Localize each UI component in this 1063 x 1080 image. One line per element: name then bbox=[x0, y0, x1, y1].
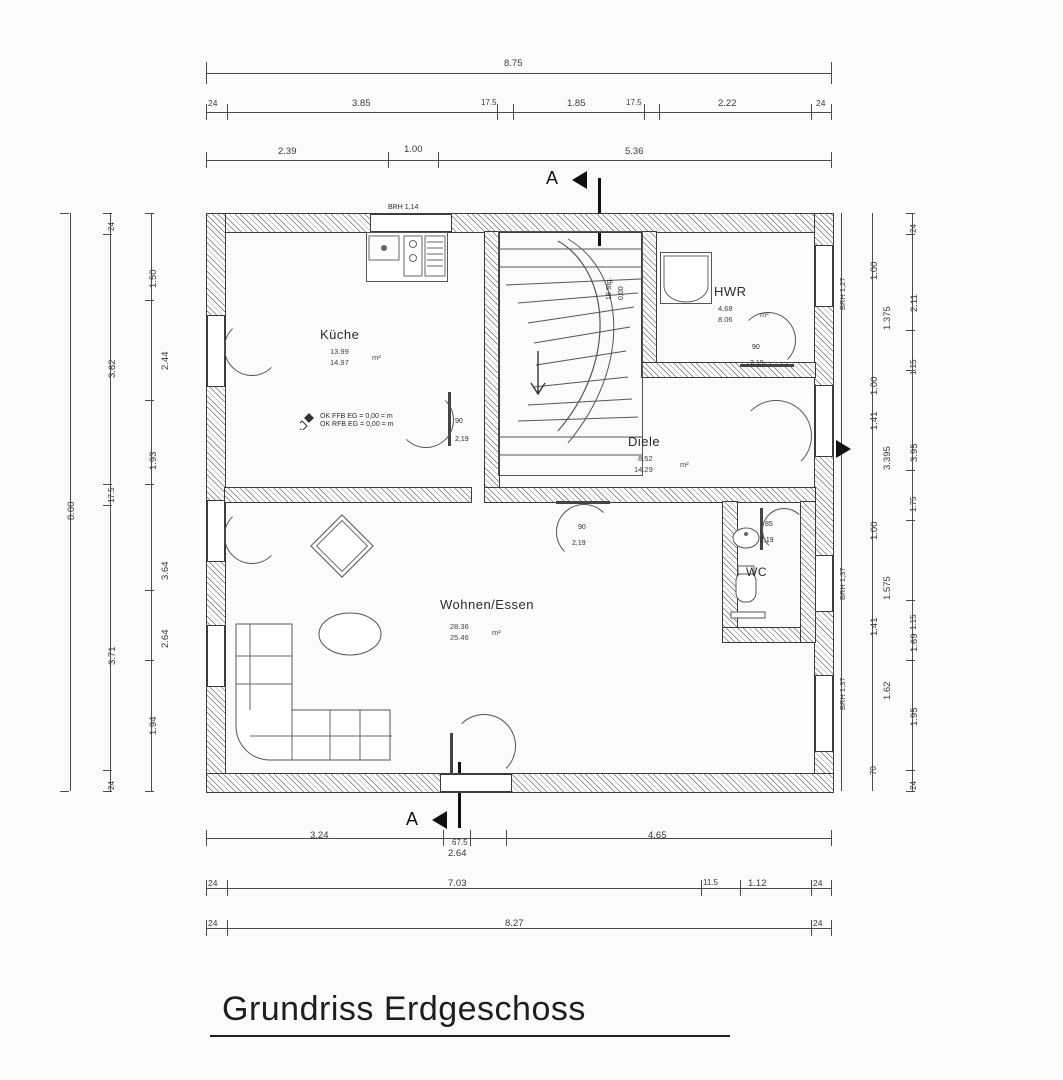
dim-bottom1-2: 2.64 bbox=[448, 848, 467, 859]
dim-tick bbox=[145, 791, 154, 792]
room-area-wohnen-2: 25.46 bbox=[450, 633, 469, 642]
staircase bbox=[498, 231, 643, 476]
dim-top2-3: 1.85 bbox=[567, 98, 586, 109]
kitchen-counter bbox=[366, 232, 448, 282]
window-top-kitchen bbox=[370, 214, 452, 232]
dim-tick bbox=[906, 470, 915, 471]
room-area-hwr-2: 8.06 bbox=[718, 315, 733, 324]
dim-top2-0: 24 bbox=[208, 98, 218, 108]
room-area-diele-2: 14.29 bbox=[634, 465, 653, 474]
dim-tick bbox=[906, 791, 915, 792]
dim-left-mid-0: 24 bbox=[107, 222, 116, 231]
dim-tick bbox=[906, 213, 915, 214]
dim-tick bbox=[145, 400, 154, 401]
window-right-diele bbox=[815, 385, 833, 457]
room-area-wohnen-1: 28.36 bbox=[450, 622, 469, 631]
exterior-wall-bottom bbox=[206, 773, 834, 793]
dim-tick bbox=[103, 791, 112, 792]
dim-tick bbox=[831, 830, 832, 846]
brh-right-2: BRH 1,37 bbox=[838, 567, 847, 600]
dim-tick bbox=[206, 104, 207, 120]
dim-right-mid-7: 1.41 bbox=[869, 617, 880, 636]
dim-top2-4: 17.5 bbox=[626, 98, 642, 107]
dim-line-top-overall bbox=[206, 73, 832, 74]
section-label-a-bottom: A bbox=[406, 809, 419, 829]
dim-tick bbox=[206, 830, 207, 846]
dim-tick bbox=[145, 484, 154, 485]
dim-bottom3-1: 8.27 bbox=[505, 918, 524, 929]
door-arc-diele-right bbox=[740, 400, 812, 472]
level-marker-icon bbox=[300, 412, 318, 430]
dim-tick bbox=[60, 213, 69, 214]
interior-wall-diele-living bbox=[484, 487, 816, 503]
door-wc-height: 2,19 bbox=[760, 537, 774, 544]
dim-tick bbox=[60, 791, 69, 792]
dim-right-outer-3: 3.95 bbox=[909, 443, 920, 462]
dim-right-outer-4: 1.75 bbox=[909, 496, 918, 512]
dim-left-mid-4: 24 bbox=[107, 781, 116, 790]
dim-right-mid-4: 3.395 bbox=[882, 446, 893, 470]
hwr-appliance bbox=[660, 252, 712, 304]
dim-tick bbox=[227, 920, 228, 936]
room-area-kueche-2: 14.97 bbox=[330, 358, 349, 367]
sofa bbox=[230, 618, 396, 766]
door-kitchen-width: 90 bbox=[455, 418, 463, 425]
door-arc-kitchen-left bbox=[224, 320, 280, 376]
dim-bottom3-2: 24 bbox=[813, 918, 823, 928]
dim-tick bbox=[831, 152, 832, 168]
dim-bottom1-3: 4.65 bbox=[648, 830, 667, 841]
dim-tick bbox=[906, 770, 915, 771]
brh-right-1: BRH 1,27 bbox=[838, 277, 847, 310]
dim-tick bbox=[145, 660, 154, 661]
dim-left-inner-5: 1.94 bbox=[148, 716, 159, 735]
dim-bottom2-2: 11.5 bbox=[703, 878, 718, 887]
door-arc-kitchen bbox=[398, 392, 454, 448]
dim-tick bbox=[103, 234, 112, 235]
dim-tick bbox=[103, 484, 112, 485]
dim-right-outer-7: 1.95 bbox=[909, 707, 920, 726]
dim-right-mid-5: 1.00 bbox=[869, 521, 880, 540]
interior-wall-hwr-left bbox=[641, 231, 657, 378]
dim-line-right-2 bbox=[872, 213, 873, 791]
dim-tick bbox=[831, 62, 832, 84]
section-arrow-top bbox=[572, 171, 587, 189]
dim-right-mid-0: 1.00 bbox=[869, 261, 880, 280]
dim-tick bbox=[831, 880, 832, 896]
title-underline bbox=[210, 1035, 730, 1037]
room-label-kueche: Küche bbox=[320, 327, 360, 342]
dim-left-mid-2: 17.5 bbox=[107, 487, 116, 503]
dim-tick bbox=[701, 880, 702, 896]
dim-bottom2-0: 24 bbox=[208, 878, 218, 888]
dim-right-mid-9: 70 bbox=[869, 766, 878, 775]
dim-right-outer-5: 1.69 bbox=[909, 633, 920, 652]
exterior-wall-top bbox=[206, 213, 834, 233]
dim-tick bbox=[906, 660, 915, 661]
dim-right-outer-8: 24 bbox=[909, 781, 918, 790]
dim-left-inner-2: 1.93 bbox=[148, 451, 159, 470]
dim-left-inner-4: 2.64 bbox=[160, 629, 171, 648]
dim-left-inner-3: 3.64 bbox=[160, 561, 171, 580]
dim-tick bbox=[470, 830, 471, 846]
dim-tick bbox=[206, 152, 207, 168]
dim-tick bbox=[906, 330, 915, 331]
room-label-hwr: HWR bbox=[714, 284, 747, 299]
dim-top2-6: 24 bbox=[816, 98, 826, 108]
door-hwr-width: 90 bbox=[752, 344, 760, 351]
dim-right-mid-2: 1.00 bbox=[869, 376, 880, 395]
dim-left-mid-1: 3.62 bbox=[107, 359, 118, 378]
room-area-diele-1: 8.52 bbox=[638, 454, 653, 463]
dim-tick bbox=[831, 920, 832, 936]
dim-left-8-00: 8.00 bbox=[66, 501, 77, 520]
dim-right-mid-8: 1.62 bbox=[882, 681, 893, 700]
dim-tick bbox=[906, 234, 915, 235]
door-arc-living bbox=[556, 504, 612, 560]
dim-tick bbox=[811, 104, 812, 120]
dim-tick bbox=[906, 600, 915, 601]
dim-right-outer-1: 2.11 bbox=[909, 294, 920, 312]
dim-right-mid-6: 1.575 bbox=[882, 576, 893, 600]
dim-top2-5: 2.22 bbox=[718, 98, 737, 109]
dim-top-8-75: 8.75 bbox=[504, 58, 523, 69]
door-arc-entrance bbox=[452, 714, 516, 778]
level-note-1: OK FFB EG = 0,00 = m bbox=[320, 413, 393, 420]
dim-right-outer-0: 24 bbox=[909, 224, 918, 233]
door-hwr-height: 2,19 bbox=[750, 360, 764, 367]
section-line-bottom bbox=[458, 762, 461, 828]
room-area-kueche-1: 13.99 bbox=[330, 347, 349, 356]
window-left-living-2 bbox=[207, 625, 225, 687]
stair-rise-label: 0,00 bbox=[618, 286, 625, 300]
dim-top2-2: 17.5 bbox=[481, 98, 497, 107]
door-arc-living-left bbox=[224, 508, 280, 564]
dim-right-mid-1: 1.375 bbox=[882, 306, 893, 330]
dim-left-inner-1: 2.44 bbox=[160, 351, 171, 370]
dim-tick bbox=[145, 300, 154, 301]
dim-top2-1: 3.85 bbox=[352, 98, 371, 109]
dim-bottom2-4: 24 bbox=[813, 878, 823, 888]
dim-tick bbox=[513, 104, 514, 120]
dim-tick bbox=[227, 880, 228, 896]
dim-line-bottom-1 bbox=[206, 838, 832, 839]
dim-tick bbox=[206, 62, 207, 84]
dim-tick bbox=[906, 520, 915, 521]
window-right-wc bbox=[815, 555, 833, 612]
door-living-width: 90 bbox=[578, 524, 586, 531]
dim-bottom2-1: 7.03 bbox=[448, 878, 467, 889]
section-arrow-right bbox=[836, 440, 851, 458]
stair-step-count: 18 Stg. bbox=[606, 277, 613, 300]
window-left-kitchen bbox=[207, 315, 225, 387]
brh-top-label: BRH 1,14 bbox=[388, 204, 419, 211]
dim-top3-1: 1.00 bbox=[404, 144, 423, 155]
section-label-a-top: A bbox=[546, 168, 559, 188]
dim-bottom1-1: 67.5 bbox=[452, 838, 468, 847]
window-right-living bbox=[815, 675, 833, 752]
interior-wall-kitchen-living bbox=[224, 487, 472, 503]
armchair bbox=[308, 512, 376, 580]
dim-line-bottom-2 bbox=[206, 888, 832, 889]
room-unit-kueche: m² bbox=[372, 353, 381, 362]
room-unit-wohnen: m² bbox=[492, 628, 501, 637]
window-right-hwr bbox=[815, 245, 833, 307]
dim-tick bbox=[145, 213, 154, 214]
dim-tick bbox=[388, 152, 389, 168]
room-unit-diele: m² bbox=[680, 460, 689, 469]
dim-tick bbox=[206, 920, 207, 936]
dim-top3-2: 5.36 bbox=[625, 146, 644, 157]
dim-tick bbox=[145, 590, 154, 591]
dim-right-outer-2: 1.15 bbox=[909, 359, 918, 375]
room-label-wc: WC bbox=[746, 565, 767, 579]
dim-tick bbox=[831, 104, 832, 120]
dim-tick bbox=[443, 830, 444, 846]
level-note-2: OK RFB EG = 0,00 = m bbox=[320, 421, 394, 428]
dim-tick bbox=[659, 104, 660, 120]
dim-tick bbox=[811, 920, 812, 936]
dim-right-outer-6: 1.15 bbox=[909, 614, 918, 630]
door-arc-wc bbox=[762, 508, 806, 552]
dim-tick bbox=[740, 880, 741, 896]
room-unit-hwr: m² bbox=[760, 310, 769, 319]
dim-line-top-2 bbox=[206, 112, 832, 113]
dim-bottom3-0: 24 bbox=[208, 918, 218, 928]
window-left-living-1 bbox=[207, 500, 225, 562]
brh-right-3: BRH 1,37 bbox=[838, 677, 847, 710]
dim-tick bbox=[438, 152, 439, 168]
dim-tick bbox=[506, 830, 507, 846]
dim-line-top-3 bbox=[206, 160, 832, 161]
door-living-height: 2,19 bbox=[572, 540, 586, 547]
dim-left-mid-3: 3.71 bbox=[107, 646, 118, 665]
dim-tick bbox=[227, 104, 228, 120]
dim-top3-0: 2.39 bbox=[278, 146, 297, 157]
dim-tick bbox=[103, 213, 112, 214]
dim-tick bbox=[103, 505, 112, 506]
door-arc-hwr bbox=[740, 312, 796, 368]
dim-right-mid-3: 1.41 bbox=[869, 411, 880, 430]
door-wc-width: 85 bbox=[765, 521, 773, 528]
dim-tick bbox=[206, 880, 207, 896]
room-label-diele: Diele bbox=[628, 434, 661, 449]
dim-bottom1-0: 3.24 bbox=[310, 830, 329, 841]
dim-tick bbox=[497, 104, 498, 120]
dim-tick bbox=[811, 880, 812, 896]
door-kitchen-height: 2,19 bbox=[455, 436, 469, 443]
room-area-hwr-1: 4.68 bbox=[718, 304, 733, 313]
dim-tick bbox=[103, 770, 112, 771]
room-label-wohnen-essen: Wohnen/Essen bbox=[440, 597, 534, 612]
drawing-title: Grundriss Erdgeschoss bbox=[222, 990, 586, 1028]
dim-left-inner-0: 1.50 bbox=[148, 269, 159, 288]
dim-bottom2-3: 1.12 bbox=[748, 878, 767, 889]
dim-tick bbox=[644, 104, 645, 120]
section-arrow-bottom bbox=[432, 811, 447, 829]
